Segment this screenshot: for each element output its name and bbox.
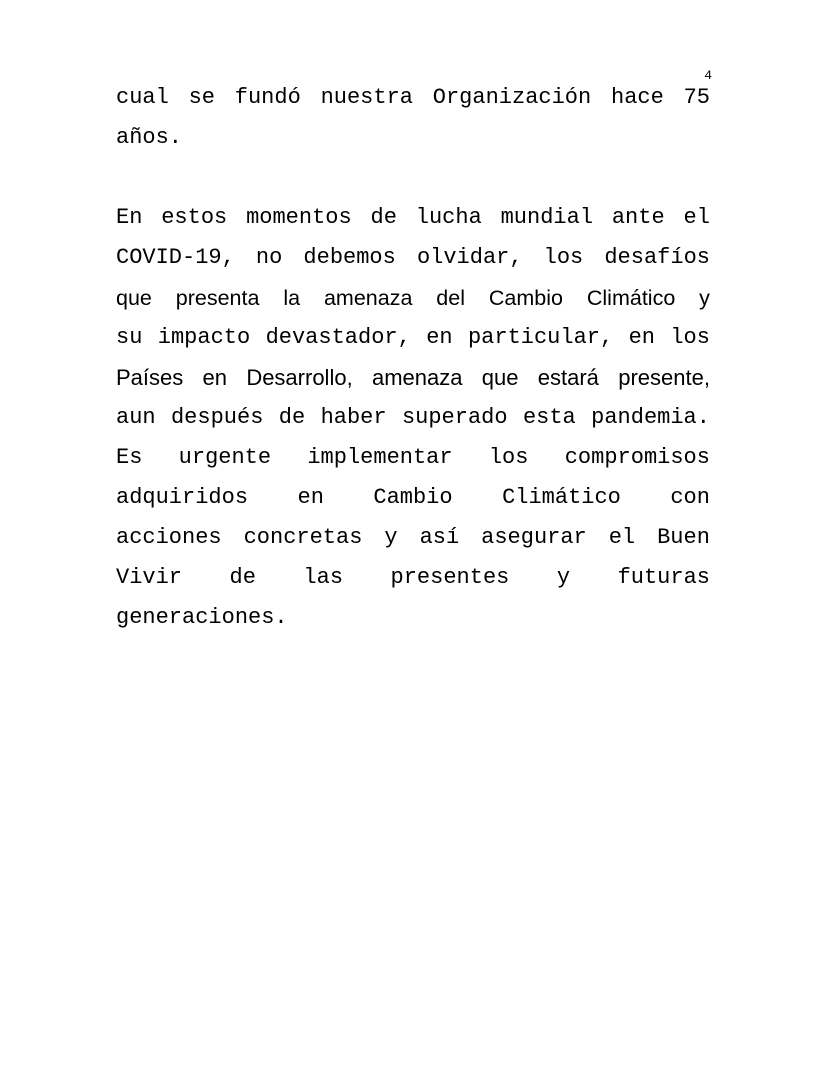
word: superado bbox=[401, 405, 508, 430]
text-line bbox=[116, 318, 710, 358]
word: Climático bbox=[586, 286, 676, 310]
text-line: años. bbox=[116, 125, 183, 150]
word: en bbox=[202, 365, 228, 390]
word: se bbox=[188, 85, 215, 110]
word: particular, bbox=[467, 325, 614, 350]
word: mundial bbox=[500, 205, 594, 230]
word: estos bbox=[161, 205, 228, 230]
word: en bbox=[628, 325, 655, 350]
word: de bbox=[278, 405, 306, 430]
word: y bbox=[556, 565, 571, 590]
word: devastador, bbox=[265, 325, 411, 350]
word: y bbox=[699, 286, 710, 310]
text-line bbox=[116, 278, 710, 318]
text-line bbox=[116, 198, 710, 238]
word: ante bbox=[611, 205, 665, 230]
word: olvidar, bbox=[416, 245, 523, 270]
word: debemos bbox=[303, 245, 396, 270]
word: adquiridos bbox=[116, 485, 249, 510]
word: implementar bbox=[307, 445, 453, 470]
word: los bbox=[543, 245, 584, 270]
word: el bbox=[683, 205, 710, 230]
word: que bbox=[116, 286, 152, 310]
word: estará bbox=[537, 365, 599, 390]
word: los bbox=[488, 445, 529, 470]
word: En bbox=[116, 205, 143, 230]
word: amenaza bbox=[323, 286, 413, 310]
word: y bbox=[384, 525, 398, 550]
text-line bbox=[116, 398, 710, 438]
word: que bbox=[481, 365, 519, 390]
word: COVID-19, bbox=[116, 245, 235, 270]
word: Buen bbox=[657, 525, 710, 550]
word: urgente bbox=[178, 445, 272, 470]
word: acciones bbox=[116, 525, 222, 550]
word: lucha bbox=[415, 205, 482, 230]
word: de bbox=[370, 205, 397, 230]
word: Es bbox=[116, 445, 143, 470]
word: presentes bbox=[390, 565, 510, 590]
word: Organización bbox=[432, 85, 592, 110]
word: las bbox=[303, 565, 344, 590]
word: cual bbox=[116, 85, 169, 110]
text-line bbox=[116, 78, 710, 118]
word: momentos bbox=[246, 205, 352, 230]
word: Climático bbox=[502, 485, 621, 510]
text-line: generaciones. bbox=[116, 605, 288, 630]
word: fundó bbox=[234, 85, 301, 110]
word: los bbox=[670, 325, 710, 350]
word: asegurar bbox=[481, 525, 587, 550]
word: el bbox=[608, 525, 636, 550]
word: en bbox=[426, 325, 453, 350]
word: aun bbox=[116, 405, 156, 430]
word: desafíos bbox=[604, 245, 710, 270]
word: futuras bbox=[617, 565, 710, 590]
word: después bbox=[170, 405, 264, 430]
word: Vivir bbox=[116, 565, 183, 590]
word: impacto bbox=[157, 325, 251, 350]
word: haber bbox=[320, 405, 387, 430]
word: así bbox=[419, 525, 460, 550]
word: Desarrollo, bbox=[246, 365, 353, 390]
word: pandemia. bbox=[591, 405, 710, 430]
word: presenta bbox=[175, 286, 260, 310]
text-line bbox=[116, 478, 710, 518]
word: Países bbox=[116, 365, 184, 390]
word: en bbox=[297, 485, 324, 510]
word: amenaza bbox=[371, 365, 463, 390]
text-line bbox=[116, 438, 710, 478]
text-line bbox=[116, 518, 710, 558]
word: Cambio bbox=[373, 485, 453, 510]
word: con bbox=[670, 485, 710, 510]
word: de bbox=[229, 565, 256, 590]
word: 75 bbox=[683, 85, 710, 110]
word: la bbox=[283, 286, 301, 310]
word: su bbox=[116, 325, 143, 350]
word: hace bbox=[611, 85, 664, 110]
word: Cambio bbox=[488, 286, 563, 310]
text-line bbox=[116, 238, 710, 278]
page-number: 4 bbox=[704, 68, 712, 83]
text-line bbox=[116, 358, 710, 398]
word: presente, bbox=[618, 365, 710, 390]
word: esta bbox=[522, 405, 576, 430]
text-line bbox=[116, 558, 710, 598]
word: nuestra bbox=[320, 85, 413, 110]
word: no bbox=[255, 245, 283, 270]
word: concretas bbox=[243, 525, 363, 550]
word: del bbox=[436, 286, 465, 310]
word: compromisos bbox=[564, 445, 710, 470]
